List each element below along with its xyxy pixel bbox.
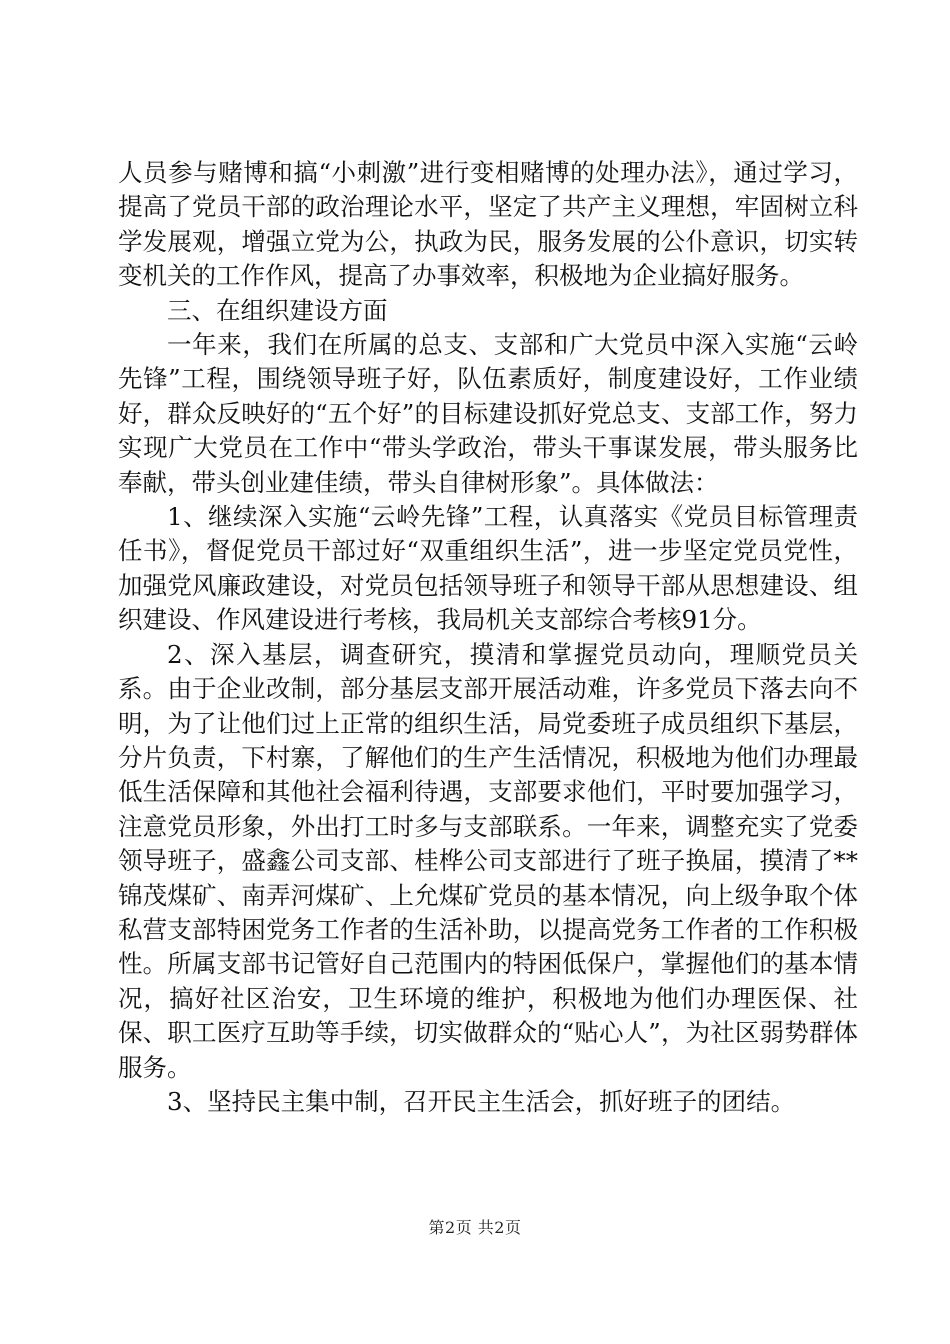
- paragraph-continuation: 人员参与赌博和搞“小刺激”进行变相赌博的处理办法》，通过学习，提高了党员干部的政治理论水平，坚定了共产主义理想，牢固树立科学发展观，增强立党为公，执政为民，服务发展的公仆意识，切实转变机关的工作作风，提高了办事效率，积极地为企业搞好服务。: [118, 158, 858, 291]
- paragraph-intro: 一年来，我们在所属的总支、支部和广大党员中深入实施“云岭先锋”工程，围绕领导班子好，队伍素质好，制度建设好，工作业绩好，群众反映好的“五个好”的目标建设抓好党总支、支部工作，努力实现广大党员在工作中“带头学政治，带头干事谋发展，带头服务比奉献，带头创业建佳绩，带头自律树形象”。具体做法：: [118, 330, 858, 497]
- section-heading: 三、在组织建设方面: [167, 295, 388, 325]
- document-body: [118, 156, 858, 1119]
- page-footer: 第2页 共2页: [428, 1218, 522, 1237]
- paragraph-item-1: 1、继续深入实施“云岭先锋”工程，认真落实《党员目标管理责任书》，督促党员干部过好“双重组织生活”，进一步坚定党员党性，加强党风廉政建设，对党员包括领导班子和领导干部从思想建设、组织建设、作风建设进行考核，我局机关支部综合考核91分。: [118, 502, 858, 635]
- paragraph-item-3: 3、坚持民主集中制，召开民主生活会，抓好班子的团结。: [167, 1086, 796, 1116]
- paragraph-item-2: 2、深入基层，调查研究，摸清和掌握党员动向，理顺党员关系。由于企业改制，部分基层支部开展活动难，许多党员下落去向不明，为了让他们过上正常的组织生活，局党委班子成员组织下基层，分片负责，下村寨，了解他们的生产生活情况，积极地为他们办理最低生活保障和其他社会福利待遇，支部要求他们，平时要加强学习，注意党员形象，外出打工时多与支部联系。一年来，调整充实了党委领导班子，盛鑫公司支部、桂桦公司支部进行了班子换届，摸清了**锦茂煤矿、南弄河煤矿、上允煤矿党员的基本情况，向上级争取个体私营支部特困党务工作者的生活补助，以提高党务工作者的工作积极性。所属支部书记管好自己范围内的特困低保户，掌握他们的基本情况，搞好社区治安，卫生环境的维护，积极地为他们办理医保、社保、职工医疗互助等手续，切实做群众的“贴心人”，为社区弱势群体服务。: [118, 639, 858, 1082]
